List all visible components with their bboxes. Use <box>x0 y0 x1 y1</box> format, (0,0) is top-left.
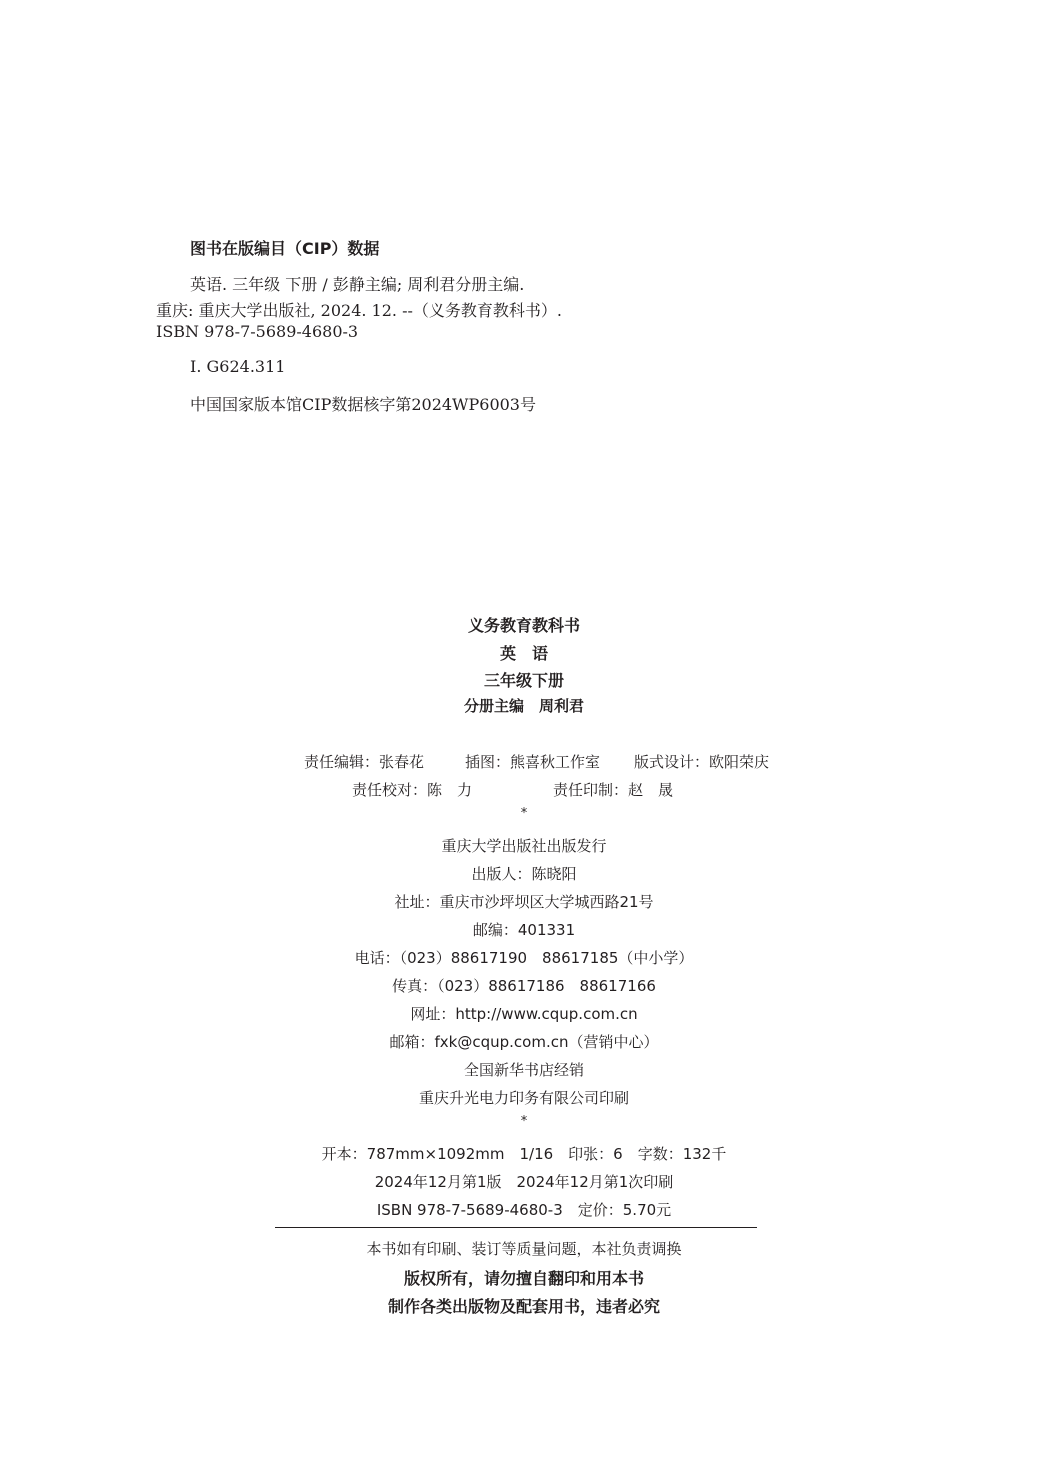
separator-star: * <box>520 806 528 821</box>
publisher-line: 重庆大学出版社出版发行 <box>441 837 607 855</box>
publisher-website: 网址：http://www.cqup.com.cn <box>410 1005 638 1023</box>
isbn-price: ISBN 978-7-5689-4680-3 定价：5.70元 <box>376 1201 672 1219</box>
cip-record-number: 中国国家版本馆CIP数据核字第2024WP6003号 <box>190 395 536 414</box>
credit-layout-design: 版式设计：欧阳荣庆 <box>634 753 770 771</box>
quality-notice: 本书如有印刷、装订等质量问题，本社负责调换 <box>366 1240 682 1258</box>
publisher-postcode: 邮编：401331 <box>472 921 576 939</box>
publisher-fax: 传真：（023）88617186 88617166 <box>392 977 656 995</box>
rights-notice-1: 版权所有，请勿擅自翻印和用本书 <box>403 1269 644 1288</box>
format-specs: 开本：787mm×1092mm 1/16 印张：6 字数：132千 <box>321 1145 727 1163</box>
publisher-person: 出版人：陈晓阳 <box>471 865 577 883</box>
distributor-line: 全国新华书店经销 <box>463 1061 584 1079</box>
credit-proofreader: 责任校对：陈 力 <box>352 781 473 799</box>
cip-classification: I. G624.311 <box>190 357 286 376</box>
volume-editor: 分册主编 周利君 <box>463 697 584 715</box>
cip-publication-line: 重庆: 重庆大学出版社, 2024. 12. --（义务教育教科书）. <box>156 301 562 320</box>
series-title: 义务教育教科书 <box>467 616 580 635</box>
rights-notice-2: 制作各类出版物及配套用书，违者必究 <box>387 1297 660 1316</box>
cip-heading: 图书在版编目（CIP）数据 <box>190 239 380 258</box>
publisher-phone: 电话：（023）88617190 88617185（中小学） <box>354 949 694 967</box>
publisher-email: 邮箱：fxk@cqup.com.cn（营销中心） <box>389 1033 659 1051</box>
publisher-address: 社址：重庆市沙坪坝区大学城西路21号 <box>394 893 654 911</box>
cip-title-line: 英语. 三年级 下册 / 彭静主编; 周利君分册主编. <box>190 275 525 294</box>
separator-star-2: * <box>520 1114 528 1129</box>
cip-isbn-line: ISBN 978-7-5689-4680-3 <box>156 322 359 341</box>
divider-rule <box>275 1227 757 1228</box>
credit-print-supervisor: 责任印制：赵 晟 <box>553 781 674 799</box>
credit-illustration: 插图：熊喜秋工作室 <box>465 753 601 771</box>
edition-info: 2024年12月第1版 2024年12月第1次印刷 <box>374 1173 674 1191</box>
subject-title: 英 语 <box>499 644 548 663</box>
credit-responsible-editor: 责任编辑：张春花 <box>304 753 425 771</box>
printer-line: 重庆升光电力印务有限公司印刷 <box>418 1089 629 1107</box>
volume-title: 三年级下册 <box>483 671 564 690</box>
